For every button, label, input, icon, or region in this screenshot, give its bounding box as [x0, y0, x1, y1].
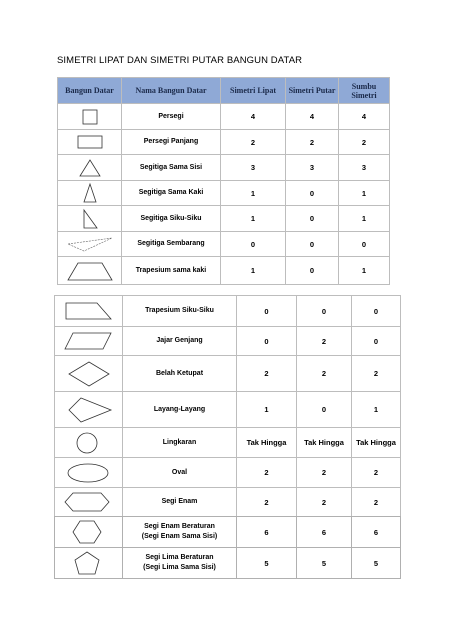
table-row	[58, 155, 390, 181]
shape-name: Persegi	[122, 104, 221, 130]
simetri-lipat-value: 3	[221, 155, 286, 181]
sumbu-simetri-value: 1	[352, 392, 401, 428]
symmetry-table-part3	[54, 516, 401, 579]
sumbu-simetri-value: 1	[339, 181, 390, 206]
table-row	[58, 257, 390, 285]
shape-name: Segitiga Sama Sisi	[122, 155, 221, 181]
regular-hexagon-icon	[59, 518, 119, 546]
document-title: SIMETRI LIPAT DAN SIMETRI PUTAR BANGUN DATAR	[57, 55, 303, 66]
table-row	[58, 206, 390, 232]
simetri-putar-value: 6	[297, 517, 352, 548]
sumbu-simetri-value: 5	[352, 548, 401, 579]
table-row	[55, 392, 401, 428]
hexagon-icon	[59, 489, 119, 515]
simetri-putar-value: 0	[286, 257, 339, 285]
simetri-lipat-value: 0	[237, 296, 297, 327]
table-row	[58, 181, 390, 206]
simetri-putar-value: 0	[286, 232, 339, 257]
sumbu-simetri-value: 1	[339, 206, 390, 232]
simetri-lipat-value: 1	[221, 257, 286, 285]
shape-name: Jajar Genjang	[123, 327, 237, 356]
simetri-lipat-value: 4	[221, 104, 286, 130]
simetri-lipat-value: 5	[237, 548, 297, 579]
rhombus-icon	[59, 359, 119, 389]
symmetry-table-part1	[57, 77, 390, 285]
sumbu-simetri-value: 0	[352, 327, 401, 356]
table-row	[55, 356, 401, 392]
isosceles-triangle-icon	[70, 182, 110, 204]
simetri-putar-value: 2	[297, 488, 352, 517]
simetri-putar-value: 4	[286, 104, 339, 130]
shape-name-line2: (Segi Lima Sama Sisi)	[143, 564, 216, 571]
simetri-lipat-value: Tak Hingga	[237, 428, 297, 458]
table-row	[58, 104, 390, 130]
circle-icon	[59, 430, 119, 456]
shape-name: Segi Enam	[123, 488, 237, 517]
sumbu-simetri-value: 0	[352, 296, 401, 327]
sumbu-simetri-value: 4	[339, 104, 390, 130]
shape-name: Persegi Panjang	[122, 130, 221, 155]
header-simetri-putar: Simetri Putar	[286, 78, 339, 104]
right-triangle-icon	[70, 208, 110, 230]
sumbu-simetri-value: 1	[339, 257, 390, 285]
simetri-putar-value: 3	[286, 155, 339, 181]
table-row	[55, 296, 401, 327]
simetri-putar-value: Tak Hingga	[297, 428, 352, 458]
shape-name: Segitiga Siku-Siku	[122, 206, 221, 232]
rectangle-icon	[70, 131, 110, 153]
shape-name-line2: (Segi Enam Sama Sisi)	[141, 533, 218, 540]
simetri-lipat-value: 2	[237, 488, 297, 517]
symmetry-table-part2	[54, 295, 401, 517]
shape-name	[123, 517, 237, 548]
simetri-putar-value: 0	[297, 296, 352, 327]
shape-name: Belah Ketupat	[123, 356, 237, 392]
shape-name	[123, 548, 237, 579]
sumbu-simetri-value: 2	[352, 356, 401, 392]
header-bangun-datar: Bangun Datar	[58, 78, 122, 104]
oval-icon	[59, 460, 119, 486]
table-row	[55, 548, 401, 579]
table-row	[58, 130, 390, 155]
shape-name: Trapesium Siku-Siku	[123, 296, 237, 327]
header-sumbu-simetri: Sumbu Simetri	[339, 78, 390, 104]
scalene-triangle-icon	[62, 233, 118, 255]
shape-name: Lingkaran	[123, 428, 237, 458]
sumbu-simetri-value: 3	[339, 155, 390, 181]
simetri-lipat-value: 1	[237, 392, 297, 428]
simetri-lipat-value: 2	[237, 356, 297, 392]
shape-name: Oval	[123, 458, 237, 488]
simetri-lipat-value: 1	[221, 206, 286, 232]
sumbu-simetri-value: 0	[339, 232, 390, 257]
table-row	[55, 488, 401, 517]
simetri-putar-value: 5	[297, 548, 352, 579]
right-trapezoid-icon	[59, 298, 119, 324]
square-icon	[70, 106, 110, 128]
simetri-lipat-value: 0	[237, 327, 297, 356]
simetri-putar-value: 2	[297, 458, 352, 488]
parallelogram-icon	[59, 329, 119, 353]
sumbu-simetri-value: 2	[352, 488, 401, 517]
simetri-lipat-value: 2	[221, 130, 286, 155]
sumbu-simetri-value: Tak Hingga	[352, 428, 401, 458]
simetri-lipat-value: 0	[221, 232, 286, 257]
shape-name: Segitiga Sembarang	[122, 232, 221, 257]
simetri-putar-value: 2	[297, 327, 352, 356]
simetri-putar-value: 2	[286, 130, 339, 155]
sumbu-simetri-value: 6	[352, 517, 401, 548]
shape-name: Segitiga Sama Kaki	[122, 181, 221, 206]
sumbu-simetri-value: 2	[339, 130, 390, 155]
header-nama-bangun-datar: Nama Bangun Datar	[122, 78, 221, 104]
table-row	[55, 327, 401, 356]
isosceles-trapezoid-icon	[62, 259, 118, 283]
equilateral-triangle-icon	[70, 157, 110, 179]
simetri-lipat-value: 2	[237, 458, 297, 488]
table-row	[55, 428, 401, 458]
table-row	[55, 517, 401, 548]
simetri-lipat-value: 1	[221, 181, 286, 206]
shape-name: Layang-Layang	[123, 392, 237, 428]
simetri-putar-value: 0	[286, 206, 339, 232]
simetri-lipat-value: 6	[237, 517, 297, 548]
simetri-putar-value: 2	[297, 356, 352, 392]
kite-icon	[59, 395, 119, 425]
shape-name-line1: Segi Enam Beraturan	[144, 523, 215, 530]
table-row	[55, 458, 401, 488]
shape-name: Trapesium sama kaki	[122, 257, 221, 285]
header-simetri-lipat: Simetri Lipat	[221, 78, 286, 104]
regular-pentagon-icon	[59, 549, 119, 577]
sumbu-simetri-value: 2	[352, 458, 401, 488]
table-row	[58, 232, 390, 257]
simetri-putar-value: 0	[297, 392, 352, 428]
simetri-putar-value: 0	[286, 181, 339, 206]
shape-name-line1: Segi Lima Beraturan	[145, 554, 214, 561]
